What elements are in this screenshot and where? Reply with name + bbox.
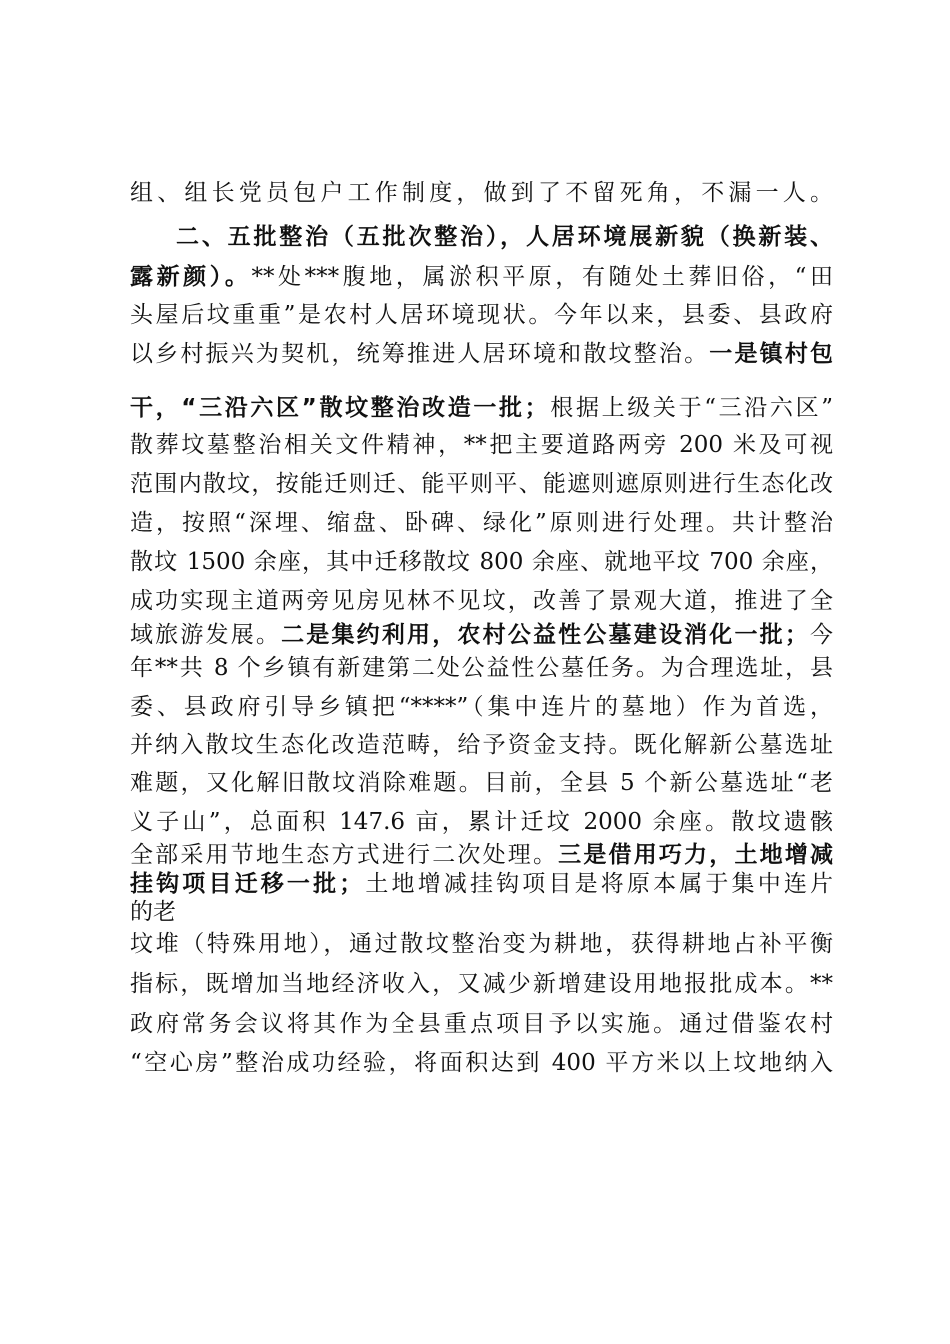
text-line-5	[130, 337, 833, 371]
text-line-3	[130, 260, 833, 294]
text-line-17	[130, 805, 833, 839]
text-line-10	[130, 545, 833, 579]
text-segment: 组、组长党员包户工作制度，做到了不留死角，不漏一人。	[130, 180, 833, 206]
text-segment: 难题，又化解旧散坟消除难题。目前，全县 5 个新公墓选址“老	[130, 770, 833, 796]
text-line-11	[130, 584, 833, 618]
bold-point-1-end: 干，“三沿六区”散坟整治改造一批；	[130, 395, 548, 421]
text-segment: 土地增减挂钩项目是将原本属于集中连片	[362, 871, 833, 897]
text-segment: 散坟 1500 余座，其中迁移散坟 800 余座、就地平坟 700 余座，	[130, 549, 833, 575]
text-line-4	[130, 298, 833, 332]
text-segment: 根据上级关于“三沿六区”	[547, 395, 833, 421]
text-segment: “空心房”整治成功经验，将面积达到 400 平方米以上坟地纳入	[130, 1050, 833, 1076]
text-line-20	[130, 895, 833, 929]
text-segment: 造，按照“深埋、缩盘、卧碑、绿化”原则进行处理。共计整治	[130, 510, 833, 536]
text-line-14	[130, 690, 833, 724]
text-segment: 今	[807, 622, 833, 648]
text-line-24	[130, 1046, 833, 1080]
section-heading: 二、五批整治（五批次整治），人居环境展新貌（换新装、	[176, 224, 833, 250]
text-line-8	[130, 467, 833, 501]
text-line-16	[130, 766, 833, 800]
text-line-23	[130, 1007, 833, 1041]
bold-point-2: 二是集约利用，农村公益性公墓建设消化一批；	[281, 622, 808, 648]
text-line-1	[130, 176, 833, 210]
text-line-22	[130, 967, 833, 1001]
text-segment: 政府常务会议将其作为全县重点项目予以实施。通过借鉴农村	[130, 1011, 833, 1037]
bold-point-1-start: 一是镇村包	[709, 341, 833, 367]
text-line-13	[130, 651, 833, 685]
section-heading-end: 露新颜）。	[130, 264, 252, 290]
text-segment: 头屋后坟重重”是农村人居环境现状。今年以来，县委、县政府	[130, 302, 833, 328]
text-segment: 范围内散坟，按能迁则迁、能平则平、能遮则遮原则进行生态化改	[130, 471, 833, 497]
bold-point-3-end: 挂钩项目迁移一批；	[130, 871, 363, 897]
text-segment: 委、县政府引导乡镇把“****”（集中连片的墓地）作为首选，	[130, 694, 833, 720]
text-segment: 以乡村振兴为契机，统筹推进人居环境和散坟整治。	[130, 341, 710, 367]
text-segment: 的老	[130, 899, 176, 925]
text-segment: 全部采用节地生态方式进行二次处理。	[130, 842, 559, 868]
text-segment: 指标，既增加当地经济收入，又减少新增建设用地报批成本。**	[130, 971, 833, 997]
text-segment: 义子山”，总面积 147.6 亩，累计迁坟 2000 余座。散坟遗骸	[130, 809, 833, 835]
text-segment: 成功实现主道两旁见房见林不见坟，改善了景观大道，推进了全	[130, 588, 833, 614]
text-segment: 并纳入散坟生态化改造范畴，给予资金支持。既化解新公墓选址	[130, 732, 833, 758]
section-heading-line	[176, 220, 833, 254]
text-line-15	[130, 728, 833, 762]
text-line-9	[130, 506, 833, 540]
text-segment: 散葬坟墓整治相关文件精神，**把主要道路两旁 200 米及可视	[130, 432, 833, 458]
text-segment: 坟堆（特殊用地），通过散坟整治变为耕地，获得耕地占补平衡	[130, 931, 833, 957]
text-line-12	[130, 618, 833, 652]
text-segment: 年**共 8 个乡镇有新建第二处公益性公墓任务。为合理选址，县	[130, 655, 833, 681]
text-line-21	[130, 927, 833, 961]
text-segment: 域旅游发展。	[130, 622, 282, 648]
text-line-7	[130, 428, 833, 462]
text-segment: **处***腹地，属淤积平原，有随处土葬旧俗，“田	[251, 264, 833, 290]
text-line-6	[130, 391, 833, 425]
bold-point-3-start: 三是借用巧力，土地增减	[558, 842, 833, 868]
